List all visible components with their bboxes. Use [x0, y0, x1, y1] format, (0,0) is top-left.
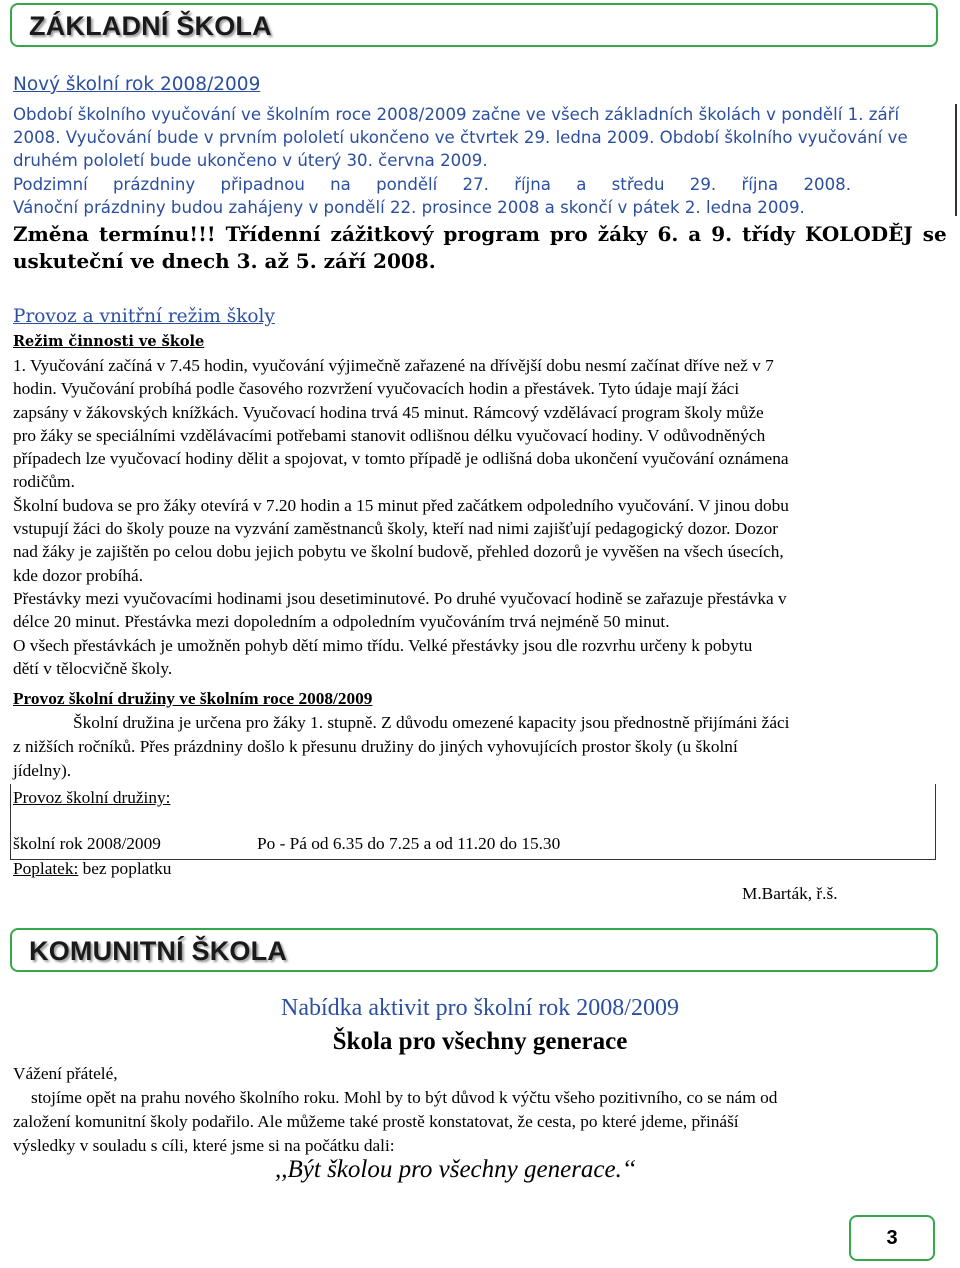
text-line: 1. Vyučování začíná v 7.45 hodin, vyučování výjimečně zařazené na dřívější dobu nesmí začínat dříve než v 7	[13, 356, 774, 375]
text-line: pro žáky se speciálními vzdělávacími potřebami stanovit odlišnou délku vyučovací hodiny. V odůvodněných	[13, 425, 766, 445]
offer-subtitle: Škola pro všechny generace	[332, 1028, 628, 1055]
text-line: založení komunitní školy podařilo. Ale můžeme také prostě konstatovat, že cesta, po které jdeme, přináší	[13, 1112, 739, 1131]
text-line: jídelny).	[13, 761, 72, 780]
community-school-banner	[10, 928, 938, 972]
text-line: Vánoční prázdniny budou zahájeny v pondělí 22. prosince 2008 a skončí v pátek 2. ledna 2009.	[13, 198, 805, 217]
text-line: hodin. Vyučování probíhá podle časového rozvržení vyučovacích hodin a přestávek. Tyto údaje mají žáci	[13, 379, 740, 399]
vertical-rule	[955, 104, 957, 216]
text-line: druhém pololetí bude ukončeno v úterý 30. června 2009.	[13, 151, 488, 170]
text-line: Podzimní prázdniny připadnou na pondělí 27. října a středu 29. října 2008.	[13, 175, 851, 194]
offer-title: Nabídka aktivit pro školní rok 2008/2009	[281, 995, 679, 1021]
text-line: vstupují žáci do školy pouze na vyzvání zaměstnanců školy, kteří nad nimi zajišťují pedagogický dozor. Dozor	[13, 519, 778, 539]
text-line: výsledky v souladu s cíli, které jsme si na počátku dali:	[13, 1136, 395, 1155]
text-line: případech lze vyučovací hodiny dělit a spojovat, v tomto případě je odlišná doba ukončení vyučování oznámena	[13, 449, 789, 469]
hours-label: Provoz školní družiny:	[13, 788, 171, 807]
text-line: nad žáky je zajištěn po celou dobu jejich pobytu ve školní budově, přehled dozorů je vyvěšen na všech úsecích,	[13, 542, 784, 562]
page-number: 3	[886, 1227, 898, 1249]
greeting: Vážení přátelé,	[13, 1064, 118, 1083]
text-line: stojíme opět na prahu nového školního roku. Mohl by to být důvod k výčtu všeho pozitivního, co se nám od	[31, 1088, 778, 1107]
section-heading-new-year: Nový školní rok 2008/2009	[13, 74, 261, 95]
text-line: 2008. Vyučování bude v prvním pololetí ukončeno ve čtvrtek 29. ledna 2009. Období školního vyučování ve	[13, 128, 908, 147]
text-line: Přestávky mezi vyučovacími hodinami jsou desetiminutové. Po druhé vyučovací hodině se zařazuje přestávka v	[13, 588, 787, 608]
school-year-label: školní rok 2008/2009	[13, 834, 161, 853]
community-school-title: KOMUNITNÍ ŠKOLA	[29, 936, 287, 966]
text-line: dětí v tělocvičně školy.	[13, 658, 173, 678]
text-line: Školní budova se pro žáky otevírá v 7.20 hodin a 15 minut před začátkem odpoledního vyučování. V jinou dobu	[13, 495, 789, 515]
text-line: délce 20 minut. Přestávka mezi dopoledním a odpoledním vyučováním trvá nejméně 50 minut.	[13, 612, 670, 632]
hours-value: Po - Pá od 6.35 do 7.25 a od 11.20 do 15.30	[257, 834, 561, 853]
text-line: z nižších ročníků. Přes prázdniny došlo k přesunu družiny do jiných vyhovujících prostor školy (u školní	[13, 737, 738, 756]
fee-value: bez poplatku	[82, 859, 172, 878]
text-line: zapsány v žákovských knížkách. Vyučovací hodina trvá 45 minut. Rámcový vzdělávací program školy může	[13, 402, 764, 422]
text-line: Školní družina je určena pro žáky 1. stupně. Z důvodu omezené kapacity jsou přednostně přijímáni žáci	[73, 713, 790, 732]
subheading-regime: Režim činnosti ve škole	[13, 333, 205, 350]
change-notice-line: uskuteční ve dnech 3. až 5. září 2008.	[13, 249, 436, 273]
page-title: ZÁKLADNÍ ŠKOLA	[29, 11, 272, 41]
motto: ,,Být školou pro všechny generace.‘‘	[275, 1156, 636, 1183]
section-heading-after-school: Provoz školní družiny ve školním roce 2008/2009	[13, 689, 373, 708]
text-line: rodičům.	[13, 472, 75, 492]
text-line: Období školního vyučování ve školním roce 2008/2009 začne ve všech základních školách v pondělí 1. září	[13, 105, 900, 124]
page-title-banner	[10, 3, 938, 47]
change-notice-line: Změna termínu!!! Třídenní zážitkový program pro žáky 6. a 9. třídy KOLODĚJ se	[13, 222, 947, 246]
fee-label: Poplatek:	[13, 859, 79, 878]
section-heading-operation: Provoz a vnitřní režim školy	[13, 306, 275, 327]
text-line: O všech přestávkách je umožněn pohyb dětí mimo třídu. Velké přestávky jsou dle rozvrhu určeny k pobytu	[13, 635, 753, 655]
signature: M.Barták, ř.š.	[742, 884, 838, 903]
operation-paragraph	[13, 354, 941, 680]
fee-row	[13, 857, 171, 880]
text-line: kde dozor probíhá.	[13, 565, 144, 585]
page-number-box	[849, 1215, 935, 1261]
